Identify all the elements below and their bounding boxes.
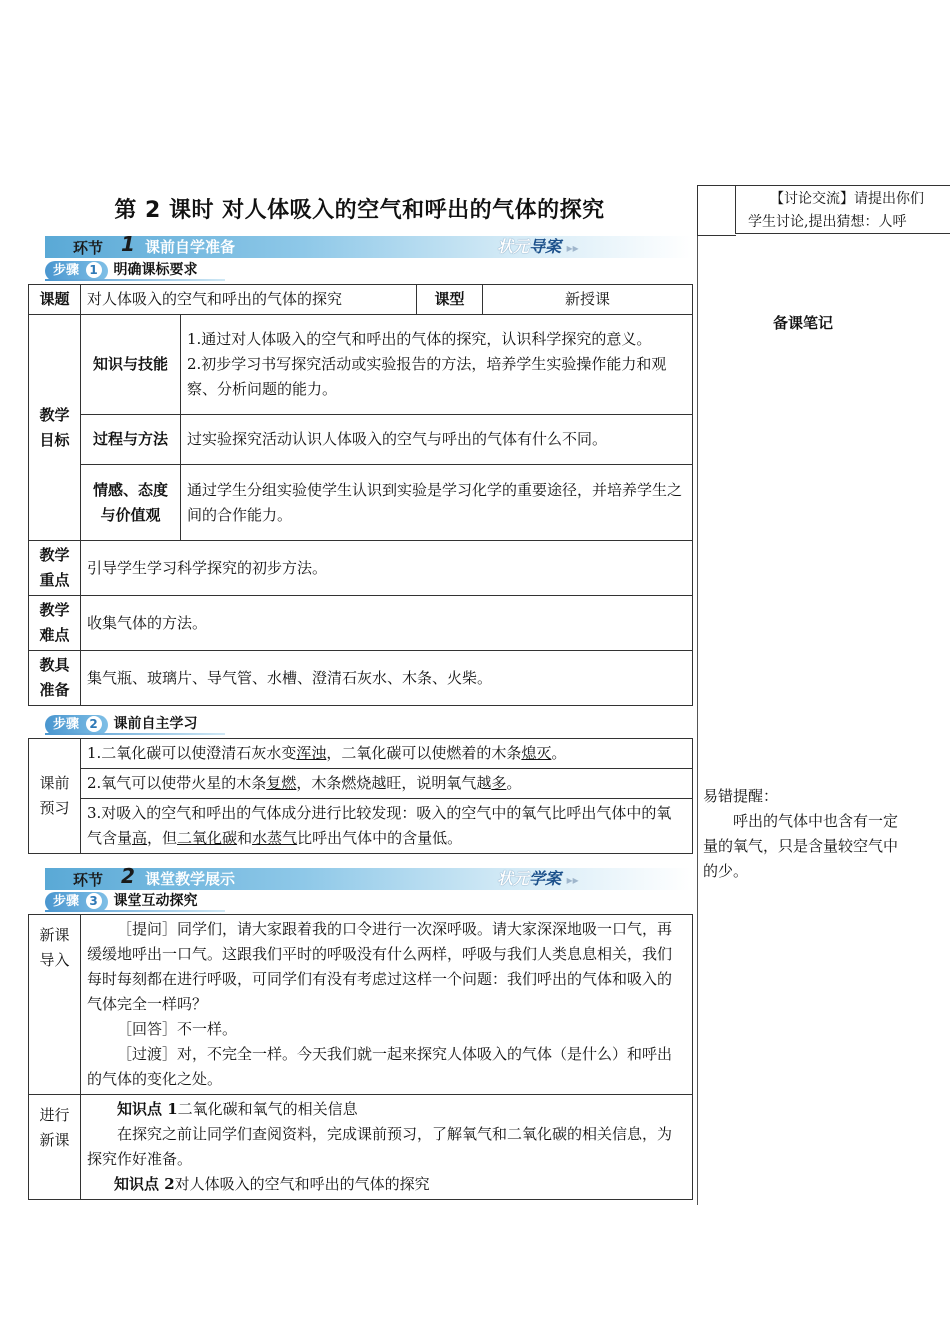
key-label: 教学重点 [29,541,81,596]
step-pill: 步骤 1 [45,261,108,281]
tools-label: 教具准备 [29,651,81,706]
double-arrow-icon: ▸▸ [566,873,579,887]
step-heading-1: 步骤 1 明确课标要求 [45,259,225,279]
section-number: 2 [121,864,135,888]
difficulty-label: 教学难点 [29,596,81,651]
goal-category: 情感、态度与价值观 [81,465,181,541]
section-number: 1 [121,232,135,256]
double-arrow-icon: ▸▸ [566,241,579,255]
topic-value: 对人体吸入的空气和呼出的气体的探究 [81,285,417,315]
section-label: 环节 [73,871,104,889]
intro-label: 新课导入 [29,915,81,1095]
intro-content: ［提问］同学们，请大家跟着我的口令进行一次深呼吸。请大家深深地吸一口气，再缓缓地呼出一口气。这跟我们平时的呼吸没有什么两样，呼吸与我们人类息息相关，我们每时每刻都在进行呼吸，可同学们有没有考虑过这样一个问题：我们呼出的气体和吸入的气体完全一样吗？ ［回答］不一样。 ［过渡］对，不完全一样。今天我们就一起来探究人体吸入的气体（是什么）和呼出的气体的变化之处。 [81,915,693,1095]
discussion-line: 【讨论交流】请提出你们 [770,191,924,207]
section-banner-2 [45,864,691,890]
notes-title: 备课笔记 [772,314,833,332]
preview-label: 课前预习 [29,739,81,854]
type-value: 新授课 [483,285,693,315]
lesson-label: 进行新课 [29,1095,81,1200]
section-banner-1 [45,232,691,258]
section-label: 环节 [73,239,104,257]
tip-text: 呼出的气体中也含有一定量的氧气，只是含量较空气中的少。 [703,812,899,880]
tip-title: 易错提醒： [703,787,779,805]
section-stage: 课前自学准备 [145,238,236,256]
section-stage: 课堂教学展示 [145,870,236,888]
column-divider [697,185,698,1205]
preview-item: 1.二氧化碳可以使澄清石灰水变浑浊，二氧化碳可以使燃着的木条熄灭。 [81,739,693,769]
goal-content: 1.通过对人体吸入的空气和呼出的气体的探究，认识科学探究的意义。 2.初步学习书写探究活动或实验报告的方法，培养学生实验操作能力和观察、分析问题的能力。 [181,315,693,415]
goal-category: 知识与技能 [81,315,181,415]
section-tag: 状元学案 ▸▸ [497,869,579,888]
discussion-box [697,185,950,235]
tip-box [703,784,908,884]
lesson-plan-table [28,284,693,706]
goal-content: 通过学生分组实验使学生认识到实验是学习化学的重要途径，并培养学生之间的合作能力。 [181,465,693,541]
preview-item: 2.氧气可以使带火星的木条复燃，木条燃烧越旺，说明氧气越多。 [81,769,693,799]
topic-label: 课题 [29,285,81,315]
step-heading-3: 步骤 3 课堂互动探究 [45,890,225,910]
preview-item: 3.对吸入的空气和呼出的气体成分进行比较发现：吸入的空气中的氧气比呼出气体中的氧气含量高，但二氧化碳和水蒸气比呼出气体中的含量低。 [81,799,693,854]
tools-value: 集气瓶、玻璃片、导气管、水槽、澄清石灰水、木条、火柴。 [81,651,693,706]
section-tag: 状元导案 ▸▸ [497,237,579,256]
key-value: 引导学生学习科学探究的初步方法。 [81,541,693,596]
lesson-content: 知识点 1二氧化碳和氧气的相关信息 在探究之前让同学们查阅资料，完成课前预习，了解氧气和二氧化碳的相关信息，为探究作好准备。 知识点 2对人体吸入的空气和呼出的气体的探究 [81,1095,693,1200]
step-heading-2: 步骤 2 课前自主学习 [45,713,225,733]
type-label: 课型 [417,285,483,315]
goal-category: 过程与方法 [81,415,181,465]
discussion-line: 学生讨论,提出猜想：人呼 [748,214,907,230]
difficulty-value: 收集气体的方法。 [81,596,693,651]
classroom-table [28,914,693,1200]
step-pill: 步骤 2 [45,715,108,735]
preview-table [28,738,693,854]
step-pill: 步骤 3 [45,892,108,912]
goal-content: 过实验探究活动认识人体吸入的空气与呼出的气体有什么不同。 [181,415,693,465]
goal-label: 教学目标 [29,315,81,541]
page-title: 第 2 课时 对人体吸入的空气和呼出的气体的探究 [114,198,605,223]
